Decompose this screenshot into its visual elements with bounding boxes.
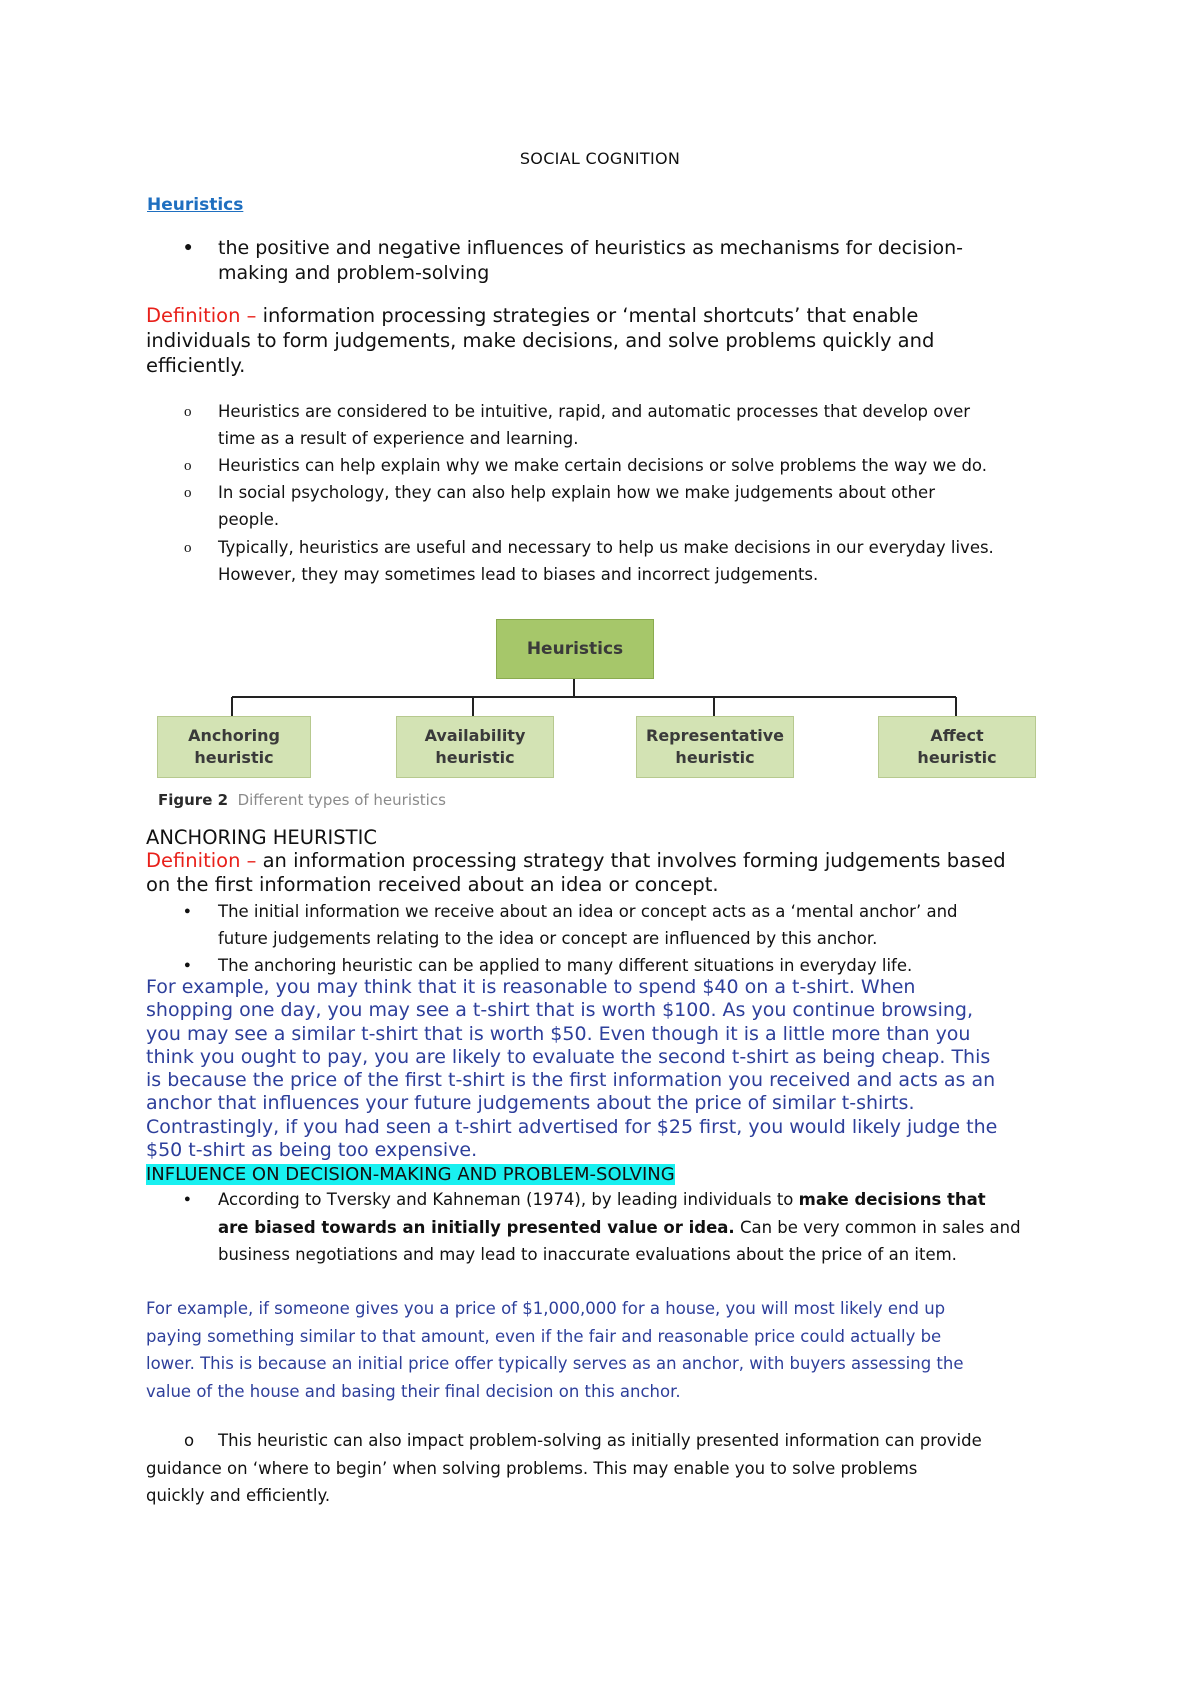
- figure-caption: [158, 791, 446, 809]
- intro-bullet: [218, 236, 963, 286]
- page-title: SOCIAL COGNITION: [519, 149, 681, 168]
- circle-bullet-icon: o: [184, 458, 192, 474]
- heuristics-diagram: [150, 617, 1050, 817]
- sub-point-2: Heuristics can help explain why we make certain decisions or solve problems the way we do.: [218, 456, 987, 475]
- bullet-dot-icon: ●: [184, 1193, 191, 1205]
- bullet-dot-icon: ●: [184, 905, 191, 917]
- anchoring-bullet-1: The initial information we receive about an idea or concept acts as a ‘mental anchor’ and future judgements relating to the idea or concept are influenced by this anchor.: [218, 902, 958, 948]
- anchoring-heading: ANCHORING HEURISTIC: [146, 826, 377, 849]
- problem-solving-paragraph: This heuristic can also impact problem-solving as initially presented information can provide guidance on ‘where to begin’ when solving problems. This may enable you to solve problems quickly and efficiently.: [146, 1431, 982, 1505]
- sub-point-3: In social psychology, they can also help explain how we make judgements about other people.: [218, 483, 935, 529]
- influence-bullet: According to Tversky and Kahneman (1974), by leading individuals to make decisions that are biased towards an initially presented value or idea. Can be very common in sales and business negotiations and may lead to inaccurate evaluations about the price of an item.: [218, 1190, 1021, 1264]
- diagram-box-availability: Availability heuristic: [396, 716, 554, 778]
- bullet-dot-icon: ●: [184, 959, 191, 971]
- anchoring-definition: Definition – an information processing strategy that involves forming judgements based on the first information received about an idea or concept.: [146, 849, 1006, 896]
- influence-heading: INFLUENCE ON DECISION-MAKING AND PROBLEM-SOLVING: [146, 1164, 675, 1185]
- figure-label: Figure 2: [158, 791, 229, 809]
- diagram-box-anchoring: Anchoring heuristic: [157, 716, 311, 778]
- intro-bullet-line-1: the positive and negative influences of heuristics as mechanisms for decision-: [218, 237, 963, 259]
- circle-bullet-icon: o: [184, 404, 192, 420]
- sub-point-4: Typically, heuristics are useful and necessary to help us make decisions in our everyday lives. However, they may sometimes lead to biases and incorrect judgements.: [218, 538, 994, 584]
- anchoring-definition-label: Definition –: [146, 849, 263, 872]
- diagram-root-box: Heuristics: [496, 619, 654, 679]
- heuristics-definition: [146, 303, 934, 378]
- sub-point-1: Heuristics are considered to be intuitive, rapid, and automatic processes that develop over time as a result of experience and learning.: [218, 402, 971, 448]
- definition-label: Definition –: [146, 304, 263, 327]
- problem-solving-marker: o: [184, 1431, 195, 1450]
- definition-line-2: individuals to form judgements, make decisions, and solve problems quickly and: [146, 329, 935, 352]
- diagram-box-representative: Representative heuristic: [636, 716, 794, 778]
- definition-line-1: Definition – information processing strategies or ‘mental shortcuts’ that enable: [146, 304, 919, 327]
- circle-bullet-icon: o: [184, 485, 192, 501]
- heuristics-heading-link[interactable]: Heuristics: [147, 195, 244, 215]
- tshirt-example: For example, you may think that it is reasonable to spend $40 on a t-shirt. When shopping one day, you may see a t-shirt that is worth $100. As you continue browsing, you may see a similar t-shirt that is worth $50. Even though it is a little more than you think you ought to pay, you are likely to evaluate the second t-shirt as being cheap. This is because the price of the first t-shirt is the first information you received and acts as an anchor that influences your future judgements about the price of similar t-shirts. Contrastingly, if you had seen a t-shirt advertised for $25 first, you would likely judge the $50 t-shirt as being too expensive.: [146, 976, 998, 1162]
- circle-bullet-icon: o: [184, 540, 192, 556]
- anchoring-bullet-2: The anchoring heuristic can be applied to many different situations in everyday life.: [218, 956, 913, 975]
- diagram-box-affect: Affect heuristic: [878, 716, 1036, 778]
- intro-bullet-line-2: making and problem-solving: [218, 262, 490, 284]
- bullet-dot-icon: ●: [184, 240, 193, 255]
- house-example: For example, if someone gives you a price of $1,000,000 for a house, you will most likely end up paying something similar to that amount, even if the fair and reasonable price could actually be lower. This is because an initial price offer typically serves as an anchor, with buyers assessing the value of the house and basing their final decision on this anchor.: [146, 1299, 964, 1401]
- figure-caption-text: Different types of heuristics: [237, 791, 446, 809]
- definition-line-3: efficiently.: [146, 354, 246, 377]
